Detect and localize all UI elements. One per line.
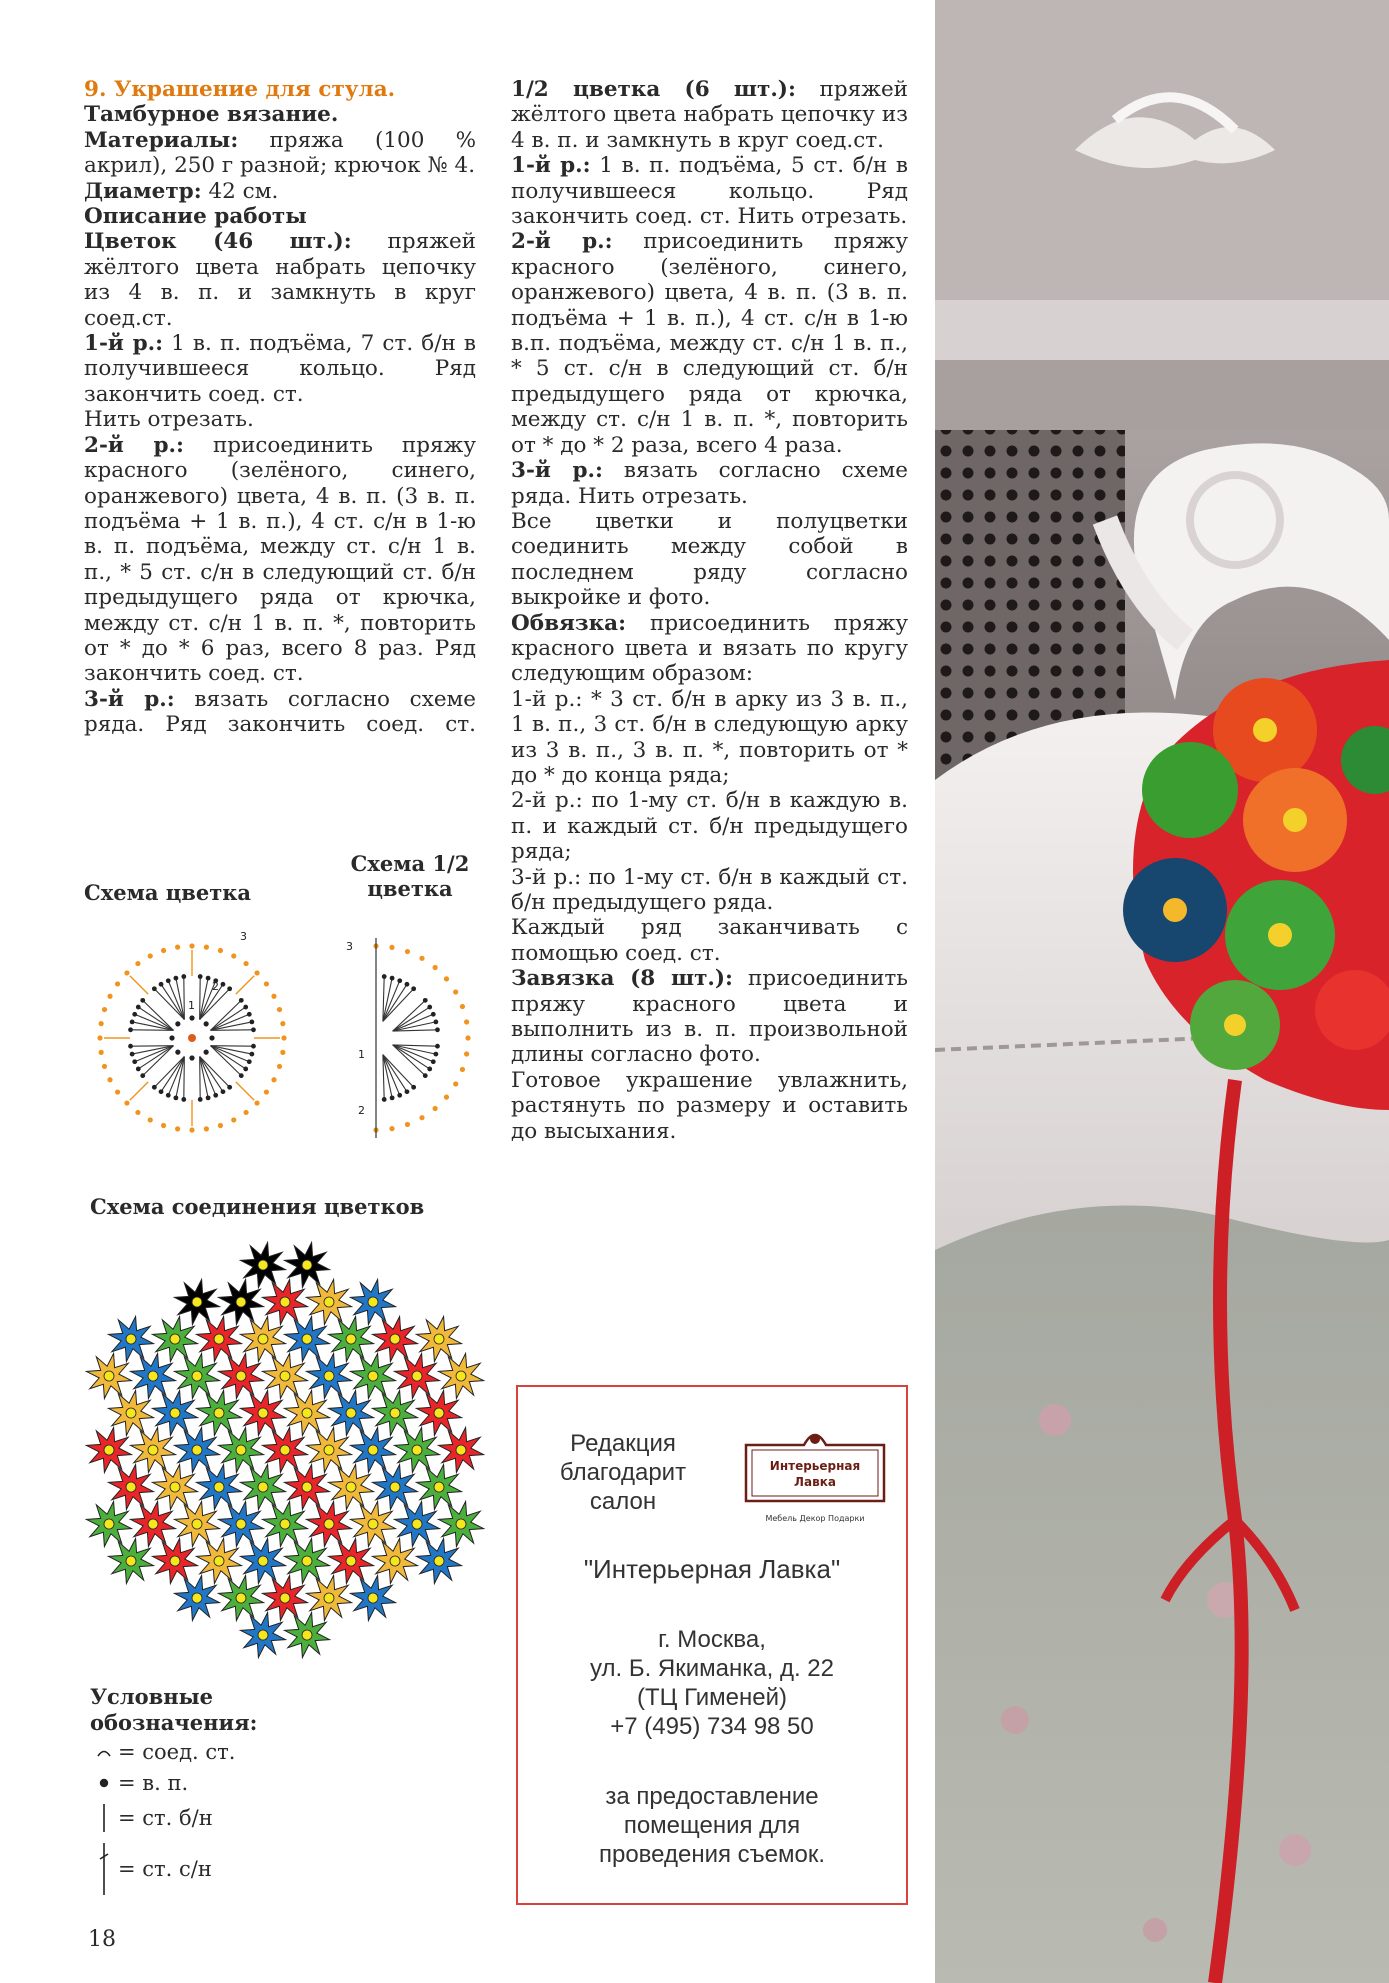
chain-stitch-mark [107, 1077, 112, 1082]
legend-item-single-crochet: = ст. б/н [90, 1798, 257, 1838]
slip-stitch-icon [90, 1745, 118, 1759]
flower-row-mark-2: 2 [212, 980, 219, 993]
chain-stitch-mark [280, 1021, 285, 1026]
legend-item-double-crochet: = ст. с/н [90, 1838, 257, 1900]
legend-item-slip-stitch: = соед. ст. [90, 1736, 257, 1767]
flower-diagram-caption: Схема цветка [84, 880, 252, 905]
salon-phone: +7 (495) 734 98 50 [610, 1713, 814, 1740]
svg-text:Лавка: Лавка [794, 1475, 836, 1489]
diameter-paragraph: Диаметр: 42 см. [84, 178, 279, 204]
finish-paragraph: Готовое украшение увлажнить, растянуть по размеру и оставить до высыхания. [511, 1067, 908, 1144]
article-middle-column [511, 77, 908, 1144]
chain-stitch-mark [135, 961, 140, 966]
flower-row-1: 1-й р.: 1 в. п. подъёма, 7 ст. б/н в получившееся кольцо. Ряд закончить соед. ст. [84, 331, 476, 407]
chain-stitch-mark [175, 945, 180, 950]
chain-stitch-mark [231, 1117, 236, 1122]
chain-stitch-mark [115, 1089, 120, 1094]
tie-paragraph: Завязка (8 шт.): присоединить пряжу красного цвета и выполнить из в. п. произвольной длины согласно фото. [511, 966, 909, 1068]
chain-stitch-mark [254, 970, 259, 975]
half-flower-paragraph: 1/2 цветка (6 шт.): пряжей жёлтого цвета набрать цепочку из 4 в. п. и замкнуть в круг соед.ст. [511, 77, 908, 153]
article-title: 9. Украшение для стула. [84, 77, 396, 102]
chain-stitch-mark [204, 1126, 209, 1131]
double-crochet-icon [90, 1841, 118, 1897]
chain-stitch-mark [148, 953, 153, 958]
chain-stitch-mark [277, 1007, 282, 1012]
chain-stitch-mark [218, 948, 223, 953]
half-row-mark-1: 1 [358, 1048, 365, 1061]
edging-paragraph: Обвязка: присоединить пряжу красного цвета и вязать по кругу следующим образом: [511, 610, 908, 687]
materials-paragraph: Материалы: пряжа (100 % акрил), 250 г разной; крючок № 4. [84, 127, 476, 179]
legend-heading-1: Условные [90, 1684, 214, 1709]
article-left-column [84, 77, 476, 738]
chain-stitch-mark [231, 953, 236, 958]
chain-stitch-mark [124, 1100, 129, 1105]
chain-stitch-mark [271, 994, 276, 999]
half-flower-diagram-caption: Схема 1/2 цветка [350, 851, 470, 901]
chain-stitch-mark [175, 1126, 180, 1131]
flower-joining-diagram [85, 1240, 485, 1660]
flower-row-mark-3: 3 [240, 930, 247, 943]
materials-label: Материалы: [84, 127, 239, 153]
chain-stitch-mark [280, 1050, 285, 1055]
chain-stitch-mark [264, 981, 269, 986]
chain-stitch-mark [254, 1100, 259, 1105]
half-flower-diagram [336, 918, 476, 1158]
thanks-box [516, 1385, 908, 1905]
svg-text:Мебель Декор Подарки: Мебель Декор Подарки [765, 1514, 865, 1523]
edging-row-2: 2-й р.: по 1-му ст. б/н в каждую в. п. и каждый ст. б/н предыдущего ряда; [511, 788, 908, 865]
chain-stitch-mark [161, 948, 166, 953]
chain-stitch-mark [102, 1007, 107, 1012]
chain-stitch-mark [218, 1123, 223, 1128]
salon-city: г. Москва, [658, 1626, 766, 1653]
flower-row-mark-1: 1 [188, 999, 195, 1012]
technique-heading: Тамбурное вязание. [84, 102, 339, 128]
chain-stitch-mark [243, 961, 248, 966]
edging-each-row: Каждый ряд заканчивать с помощью соед. ст. [511, 915, 908, 966]
legend [90, 1684, 257, 1900]
edging-row-1: 1-й р.: * 3 ст. б/н в арку из 3 в. п., 1 в. п., 3 ст. б/н в следующую арку из 3 в. п., 3 в. п. *, повторить от * до * до конца ряда; [511, 686, 908, 788]
salon-street: ул. Б. Якиманка, д. 22 [590, 1655, 834, 1682]
flower-row-2: 2-й р.: присоединить пряжу красного (зелёного, синего, оранжевого) цвета, 4 в. п. (3 в. п. подъёма + 1 в. п.), 4 ст. с/н в 1-ю в. п. подъёма, между ст. с/н 1 в. п., * 5 ст. с/н в следующий ст. б/н предыдущего ряда от крючка, между ст. с/н 1 в. п. *, повторить от * до * 6 раз, всего 8 раз. Ряд закончить соед. ст. [84, 432, 476, 687]
legend-item-chain: = в. п. [90, 1767, 257, 1798]
chain-dot-icon [90, 1776, 118, 1790]
chain-stitch-mark [189, 943, 194, 948]
join-paragraph: Все цветки и полуцветки соединить между собой в последнем ряду согласно выкройке и фото. [511, 508, 908, 611]
chain-stitch-mark [115, 981, 120, 986]
salon-address [518, 1625, 906, 1741]
edging-row-3: 3-й р.: по 1-му ст. б/н в каждый ст. б/н предыдущего ряда. [511, 864, 908, 915]
chain-stitch-mark [107, 994, 112, 999]
chain-stitch-mark [135, 1110, 140, 1115]
flower-diagram [82, 918, 302, 1158]
legend-heading-2: обозначения: [90, 1710, 258, 1735]
chain-stitch-mark [204, 945, 209, 950]
chain-stitch-mark [97, 1035, 102, 1040]
chair-decoration-photo [935, 0, 1389, 1983]
chain-stitch-mark [264, 1089, 269, 1094]
thanks-note: за предоставление помещения для проведения съемок. [598, 1783, 826, 1868]
chain-stitch-mark [161, 1123, 166, 1128]
chain-stitch-mark [281, 1035, 286, 1040]
salon-name: "Интерьерная Лавка" [583, 1554, 841, 1584]
chain-stitch-mark [148, 1117, 153, 1122]
chain-stitch-mark [271, 1077, 276, 1082]
half-row-3: 3-й р.: вязать согласно схеме ряда. Нить отрезать. [511, 458, 908, 509]
chain-stitch-mark [243, 1110, 248, 1115]
svg-text:Интерьерная: Интерьерная [769, 1459, 861, 1473]
salon-mall: (ТЦ Гименей) [637, 1684, 787, 1711]
chain-stitch-mark [189, 1127, 194, 1132]
chain-stitch-mark [102, 1064, 107, 1069]
flower-row-3: 3-й р.: вязать согласно схеме ряда. Ряд закончить соед. ст. [84, 686, 476, 738]
chain-stitch-mark [277, 1064, 282, 1069]
half-row-mark-2: 2 [358, 1104, 365, 1117]
half-row-1: 1-й р.: 1 в. п. подъёма, 5 ст. б/н в получившееся кольцо. Ряд закончить соед. ст. Нить отрезать. [511, 153, 908, 230]
flower-cut-thread: Нить отрезать. [84, 407, 254, 433]
chain-stitch-mark [124, 970, 129, 975]
page-number: 18 [88, 1927, 116, 1952]
thanks-intro: Редакция благодарит салон [559, 1430, 687, 1515]
work-heading: Описание работы [84, 204, 307, 230]
salon-logo [740, 1417, 890, 1537]
half-row-2: 2-й р.: присоединить пряжу красного (зелёного, синего, оранжевого) цвета, 4 в. п. (3 в. п. подъёма + 1 в. п.), 4 ст. с/н в 1-ю в.п. подъёма, между ст. с/н 1 в. п., * 5 ст. с/н в следующий ст. б/н предыдущего ряда от крючка, между ст. с/н 1 в. п. *, повторить от * до * 2 раза, всего 4 раза. [511, 229, 908, 458]
single-crochet-icon [90, 1802, 118, 1834]
chain-stitch-mark [99, 1021, 104, 1026]
half-row-mark-3: 3 [346, 940, 353, 953]
joining-diagram-caption: Схема соединения цветков [90, 1194, 425, 1219]
chain-stitch-mark [99, 1050, 104, 1055]
flower-paragraph: Цветок (46 шт.): пряжей жёлтого цвета набрать цепочку из 4 в. п. и замкнуть в круг соед.ст. [84, 229, 476, 331]
